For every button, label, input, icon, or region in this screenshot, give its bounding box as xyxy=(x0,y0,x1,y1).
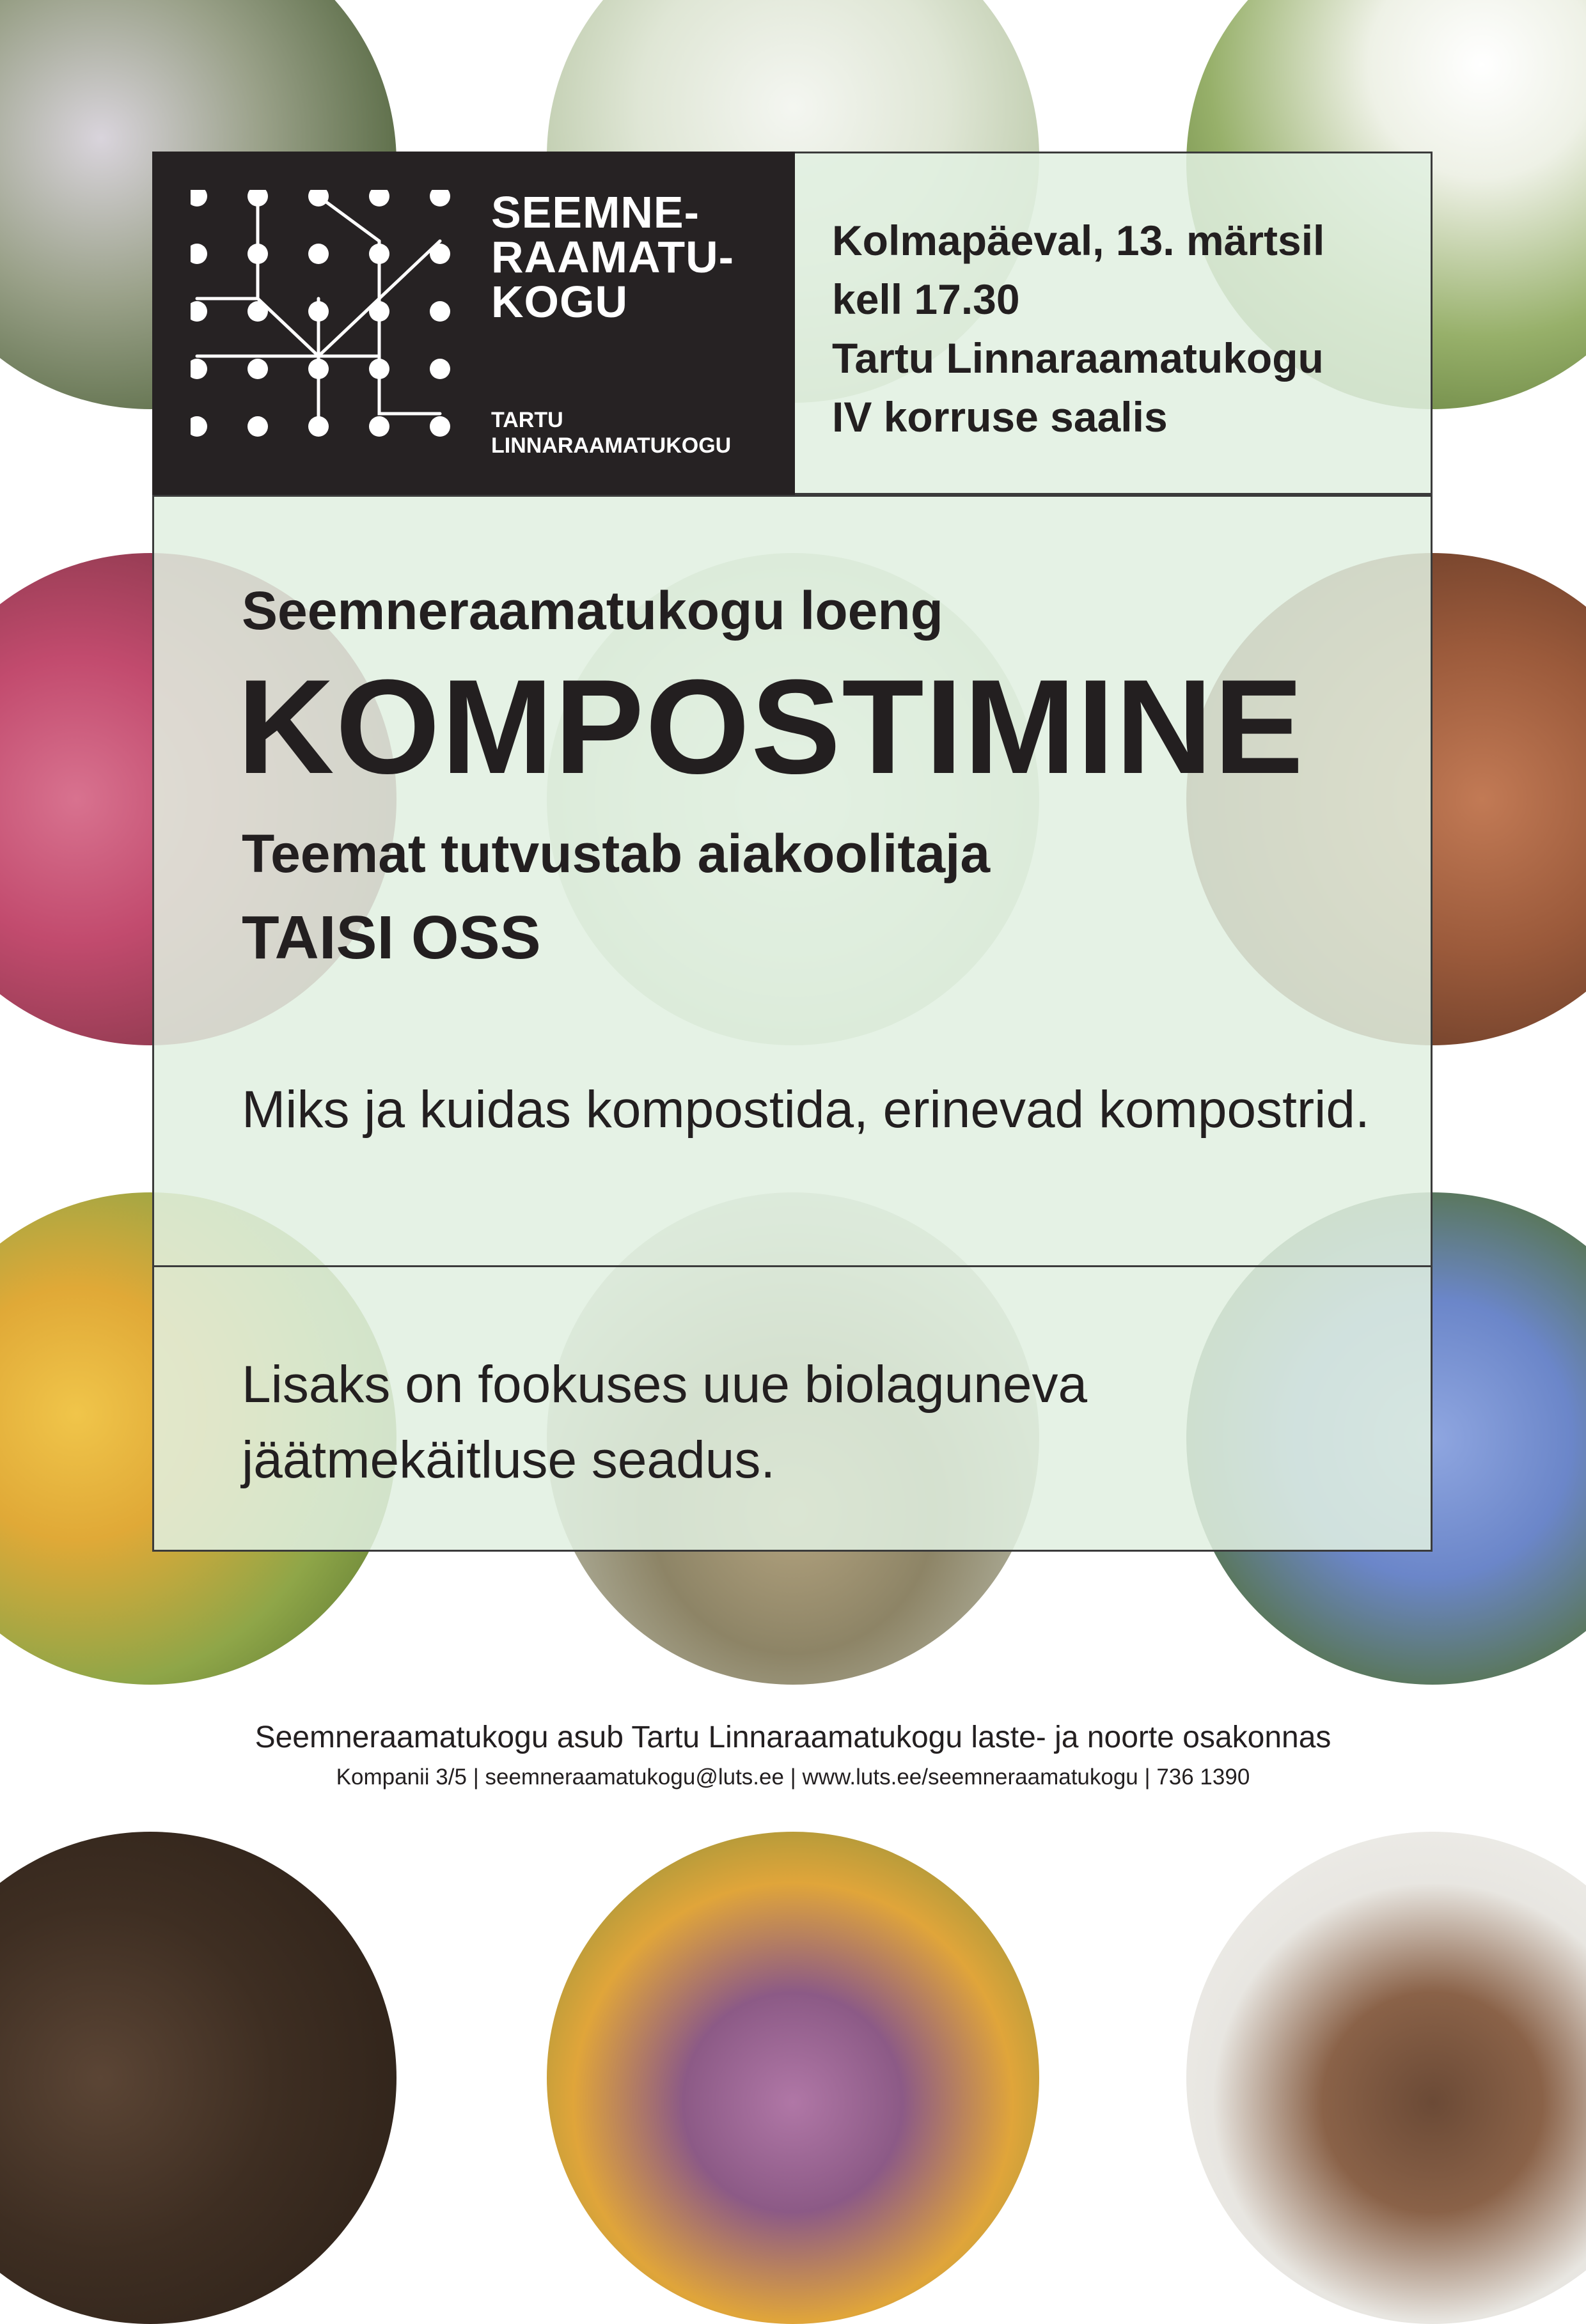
logo-block xyxy=(152,152,795,495)
footer-location: Seemneraamatukogu asub Tartu Linnaraamatukogu laste- ja noorte osakonnas xyxy=(255,1720,1331,1754)
lecture-description: Miks ja kuidas kompostida, erinevad kompostrid. xyxy=(242,1080,1370,1139)
seed-tree-logo-icon xyxy=(191,190,459,458)
photo-peat-pots xyxy=(1186,1832,1586,2324)
extra-info-text: Lisaks on fookuses uue biolaguneva jäätmekäitluse seadus. xyxy=(242,1355,1088,1489)
lecture-headline: KOMPOSTIMINE xyxy=(237,651,1305,802)
logo-title: SEEMNE- RAAMATU- KOGU xyxy=(491,187,734,327)
lecture-block xyxy=(152,495,1433,1267)
logo-subtitle: TARTU LINNARAAMATUKOGU xyxy=(491,408,732,458)
extra-info-block xyxy=(152,1267,1433,1552)
event-time: kell 17.30 xyxy=(832,276,1020,323)
event-date: Kolmapäeval, 13. märtsil xyxy=(832,217,1325,264)
photo-verbena-meadow xyxy=(547,1832,1039,2324)
event-place: Tartu Linnaraamatukogu xyxy=(832,334,1324,382)
photo-seedling-tray xyxy=(0,1832,396,2324)
lecture-intro: Seemneraamatukogu loeng xyxy=(242,581,943,641)
footer-contact: Kompanii 3/5 | seemneraamatukogu@luts.ee | www.luts.ee/seemneraamatukogu | 736 1390 xyxy=(336,1765,1250,1790)
event-room: IV korruse saalis xyxy=(832,393,1168,441)
presenter-name: TAISI OSS xyxy=(242,903,541,972)
presenter-intro: Teemat tutvustab aiakoolitaja xyxy=(242,823,991,884)
event-info-block xyxy=(795,152,1433,495)
